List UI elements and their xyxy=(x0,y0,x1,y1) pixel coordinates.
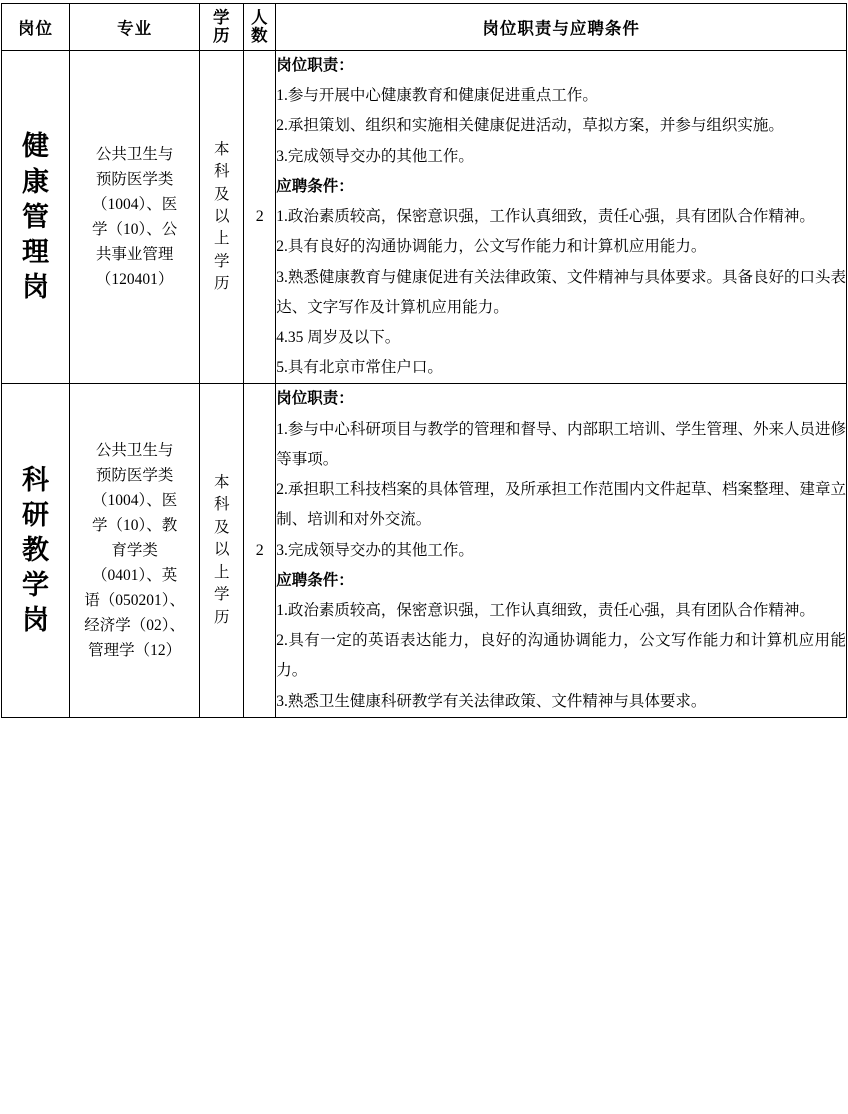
major-line: 公共卫生与 xyxy=(95,145,174,163)
education-char: 科 xyxy=(213,496,230,514)
requirement-heading: 应聘条件： xyxy=(276,177,354,195)
duty-heading: 岗位职责： xyxy=(276,390,354,408)
cell-education xyxy=(200,384,244,717)
cell-duties xyxy=(276,384,847,717)
major-line: 语（050201）、 xyxy=(84,592,186,610)
requirement-item: 2.具有一定的英语表达能力，良好的沟通协调能力，公文写作能力和计算机应用能力。 xyxy=(276,632,846,680)
column-header-number-line-2: 数 xyxy=(251,26,269,45)
education-char: 及 xyxy=(213,518,230,536)
post-char: 岗 xyxy=(22,271,50,302)
cell-major xyxy=(70,51,200,384)
post-char: 学 xyxy=(22,570,50,601)
column-header-duties: 岗位职责与应聘条件 xyxy=(276,4,847,51)
column-header-education-line-1: 学 xyxy=(212,8,231,28)
duty-item: 3.完成领导交办的其他工作。 xyxy=(276,147,474,165)
education-char: 历 xyxy=(213,608,230,626)
requirement-item: 4.35 周岁及以下。 xyxy=(276,328,401,346)
table-row xyxy=(2,51,847,384)
post-char: 教 xyxy=(22,535,50,566)
education-char: 上 xyxy=(213,230,230,248)
requirement-item: 1.政治素质较高，保密意识强，工作认真细致，责任心强，具有团队合作精神。 xyxy=(276,601,815,619)
column-header-education xyxy=(200,4,244,51)
education-char: 以 xyxy=(213,207,230,225)
document-page xyxy=(0,3,848,718)
major-line: 管理学（12） xyxy=(88,642,182,660)
cell-post-name xyxy=(2,384,70,717)
education-char: 历 xyxy=(213,275,230,293)
education-char: 上 xyxy=(213,563,230,581)
post-char: 研 xyxy=(22,499,50,530)
requirement-item: 2.具有良好的沟通协调能力，公文写作能力和计算机应用能力。 xyxy=(276,238,707,256)
education-char: 本 xyxy=(213,140,230,158)
job-postings-table xyxy=(1,3,847,718)
education-char: 及 xyxy=(213,185,230,203)
education-char: 学 xyxy=(213,586,230,604)
column-header-education-line-2: 历 xyxy=(212,26,231,45)
cell-education xyxy=(200,51,244,384)
post-char: 健 xyxy=(22,131,50,162)
column-header-post: 岗位 xyxy=(2,4,70,51)
major-line: 预防医学类 xyxy=(95,466,174,484)
table-header xyxy=(2,4,847,51)
requirement-item: 1.政治素质较高，保密意识强，工作认真细致，责任心强，具有团队合作精神。 xyxy=(276,208,815,226)
duty-item: 1.参与开展中心健康教育和健康促进重点工作。 xyxy=(276,87,598,105)
column-header-major: 专业 xyxy=(70,4,200,51)
duty-heading: 岗位职责： xyxy=(276,57,354,74)
duty-item: 2.承担职工科技档案的具体管理，及所承担工作范围内文件起草、档案整理、建章立制、培训和对外交流。 xyxy=(276,481,846,529)
table-header-row xyxy=(2,4,847,51)
duty-item: 3.完成领导交办的其他工作。 xyxy=(276,541,474,559)
duty-item: 2.承担策划、组织和实施相关健康促进活动，草拟方案，并参与组织实施。 xyxy=(276,117,784,135)
post-char: 康 xyxy=(22,166,50,197)
major-line: 共事业管理 xyxy=(95,246,174,264)
requirement-item: 5.具有北京市常住户口。 xyxy=(276,359,443,377)
cell-headcount: 2 xyxy=(244,384,276,717)
post-char: 科 xyxy=(22,464,50,495)
education-char: 学 xyxy=(213,252,230,270)
duty-item: 1.参与中心科研项目与教学的管理和督导、内部职工培训、学生管理、外来人员进修等事项。 xyxy=(276,420,846,468)
education-char: 以 xyxy=(213,541,230,559)
post-char: 管 xyxy=(22,201,50,232)
major-line: （1004）、医 xyxy=(92,491,178,509)
education-char: 科 xyxy=(213,163,230,181)
major-line: 经济学（02）、 xyxy=(84,617,186,635)
major-line: 学（10）、教 xyxy=(92,516,178,534)
cell-post-name xyxy=(2,51,70,384)
major-line: （1004）、医 xyxy=(92,196,178,214)
major-line: 公共卫生与 xyxy=(95,441,174,459)
cell-headcount: 2 xyxy=(244,51,276,384)
major-line: （120401） xyxy=(95,271,174,289)
cell-major xyxy=(70,384,200,717)
major-line: （0401）、英 xyxy=(92,567,178,585)
education-char: 本 xyxy=(213,473,230,491)
requirement-item: 3.熟悉卫生健康科研教学有关法律政策、文件精神与具体要求。 xyxy=(276,692,707,710)
major-line: 育学类 xyxy=(111,542,158,560)
table-body xyxy=(2,51,847,718)
requirement-item: 3.熟悉健康教育与健康促进有关法律政策、文件精神与具体要求。具备良好的口头表达、文字写作及计算机应用能力。 xyxy=(276,268,846,316)
requirement-heading: 应聘条件： xyxy=(276,571,354,589)
table-row xyxy=(2,384,847,717)
cell-duties xyxy=(276,51,847,384)
column-header-number xyxy=(244,4,276,51)
post-char: 理 xyxy=(22,236,50,267)
post-char: 岗 xyxy=(22,605,50,636)
major-line: 学（10）、公 xyxy=(92,221,178,239)
column-header-number-line-1: 人 xyxy=(251,8,269,28)
major-line: 预防医学类 xyxy=(95,170,174,188)
